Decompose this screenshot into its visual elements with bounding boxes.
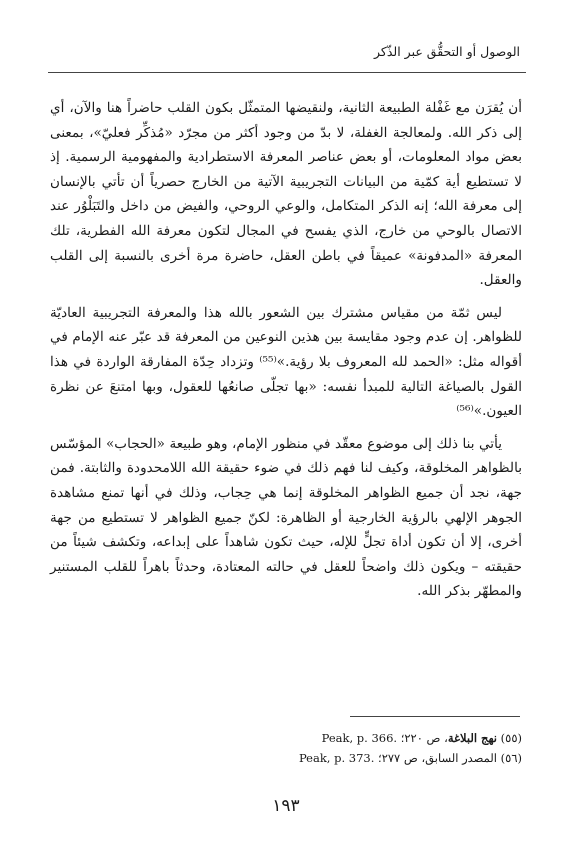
running-head: الوصول أو التحقُّق عبر الذّكر — [374, 44, 520, 59]
footnotes — [50, 728, 522, 768]
footnote-reference: Peak, p. 373. — [298, 751, 375, 765]
header-rule — [48, 72, 526, 73]
main-text — [50, 96, 522, 612]
page-number: ١٩٣ — [272, 796, 300, 816]
footnote-reference: Peak, p. 366. — [321, 731, 398, 745]
paragraph: ليس ثمّة من مقياس مشترك بين الشعور بالله هذا والمعرفة التجريبية العاديّة للظواهر. إن عدم وجود مقايسة بين هذين النوعين من المعرفة قد عبّر عنه الإمام في أقواله مثل: «الحمد لله المعروف بلا رؤية.»⁽⁵⁵⁾ وتزداد حِدّة المفارقة الواردة في هذا القول بالصياغة التالية للمبدأ نفسه: «بها تجلّى صانعُها للعقول، وبها امتنعَ عن نظرة العيون.»⁽⁵⁶⁾ — [50, 304, 522, 420]
footnote-text: ، ص ٢٢٠؛ — [400, 731, 448, 745]
footnote-title: نهج البلاغة — [447, 731, 497, 745]
footnote-text: المصدر السابق، ص ٢٧٧؛ — [378, 751, 497, 765]
paragraph: أن يُقرَن مع غَفْلة الطبيعة الثانية، ولنقيضها المتمثّل بكون القلب حاضراً هنا والآن، أي إلى ذكر الله. ولمعالجة الغفلة، لا بدّ من وجود أكثر من مجرّد «مُذكِّر فعليّ»، بمعنى بعض مواد المعلومات، أو بعض عناصر المعرفة الاستطرادية والمفهومية الرسمية. إذ لا تستطيع أية كمّية من البيانات التجريبية الآتية من الخارج حصرياً أن تأتي بالإنسان إلى معرفة الله؛ إنه الذكر المتكامل، والوعي الروحي، والفيض من داخل والتَبَلْوُر عند الاتصال بالوحي من خارج، الذي يفسح في المجال لتكون معرفة الله الفطرية، تلك المعرفة «المدفونة» عميقاً في باطن العقل، حاضرة مرة أخرى بالنسبة إلى القلب والعقل. — [50, 100, 522, 289]
paragraph: يأتي بنا ذلك إلى موضوع معقّد في منظور الإمام، وهو طبيعة «الحجاب» المؤسّس بالظواهر المخلوقة، وكيف لنا فهم ذلك في ضوء حقيقة الله اللامحدودة والثابتة. فمن جهة، نجد أن جميع الظواهر المخلوقة إنما هي حِجاب، وذلك في أنها تمنع مشاهدة الجوهر الإلهي بالرؤية الخارجية أو الظاهرة: لكنّ جميع الظواهر لا تستطيع من جهة أخرى، إلا أن تكون أداة تجلٍّ للإله، حيث تكون شاهداً على إبداعه، وتكشف شيئاً من حقيقته – ويكون ذلك واضحاً للعقل في حالته المعتادة، وحدثاً باهراً للقلب المستنير والمطهّر بذكر الله. — [50, 435, 522, 600]
footnote-marker: (٥٥) — [500, 731, 522, 745]
footnote — [50, 728, 522, 748]
footnote-rule — [350, 716, 520, 717]
footnote-marker: (٥٦) — [500, 751, 522, 765]
footnote — [50, 748, 522, 768]
